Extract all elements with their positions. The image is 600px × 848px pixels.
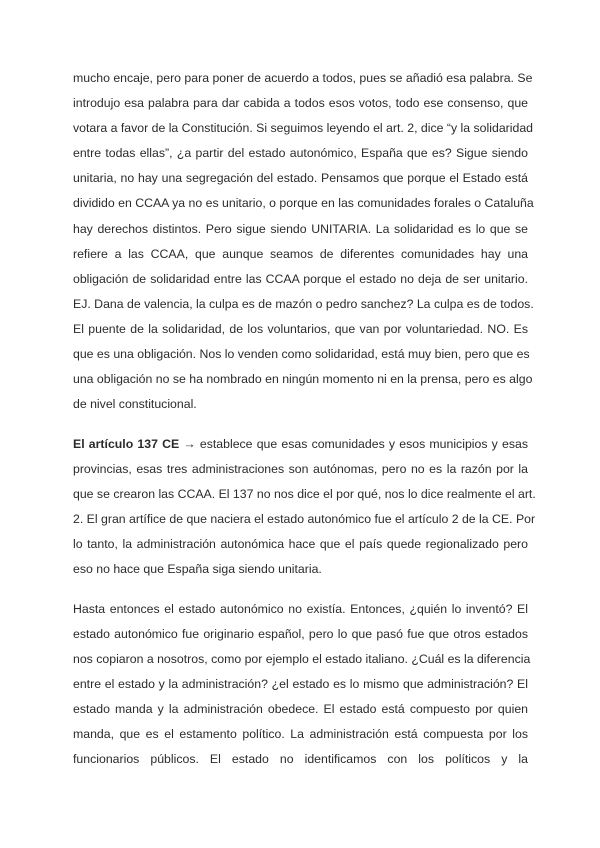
text-line: 2. El gran artífice de que naciera el estado autonómico fue el artículo 2 de la CE. Por [73,512,536,527]
text-line: entre todas ellas”, ¿a partir del estado autonómico, España que es? Sigue siendo [73,146,528,161]
text-line: El puente de la solidaridad, de los voluntarios, que van por voluntariedad. NO. Es [73,321,528,336]
text-line: entre el estado y la administración? ¿el estado es lo mismo que administración? El [73,677,528,692]
text-line: unitaria, no hay una segregación del estado. Pensamos que porque el Estado está [73,171,528,186]
text-line: mucho encaje, pero para poner de acuerdo a todos, pues se añadió esa palabra. Se [73,71,533,85]
document-body [73,66,536,787]
text-line: refiere a las CCAA, que aunque seamos de diferentes comunidades hay una [73,246,528,261]
text-line: provincias, esas tres administraciones son autónomas, pero no es la razón por la [73,461,528,476]
text-line: introdujo esa palabra para dar cabida a todos esos votos, todo ese consenso, que [73,96,528,111]
article-heading: El artículo 137 CE [73,436,180,451]
text-line: estado manda y la administración obedece. El estado está compuesto por quien [73,702,528,717]
paragraph-solidaridad [73,66,534,417]
text-line: votara a favor de la Constitución. Si seguimos leyendo el art. 2, dice “y la solidaridad [73,121,534,136]
text-line: una obligación no se ha nombrado en ningún momento ni en la prensa, pero es algo [73,372,533,387]
text-line: hay derechos distintos. Pero sigue siendo UNITARIA. La solidaridad es lo que se [73,221,528,236]
text-line: funcionarios públicos. El estado no identificamos con los políticos y la [73,752,528,767]
text-line: obligación de solidaridad entre las CCAA porque el estado no deja de ser unitario. [73,271,528,286]
text-line: de nivel constitucional. [73,397,197,412]
text-line: Hasta entonces el estado autonómico no existía. Entonces, ¿quién lo inventó? El [73,601,528,616]
text-line: eso no hace que España siga siendo unitaria. [73,562,322,577]
text-line: que es una obligación. Nos lo venden como solidaridad, está muy bien, pero que es [73,347,530,362]
text-line: estado autonómico fue originario español, pero lo que pasó fue que otros estados [73,626,528,641]
text-run: → establece que esas comunidades y esos municipios y esas [179,436,528,451]
text-line: dividido en CCAA ya no es unitario, o porque en las comunidades forales o Cataluña [73,196,534,211]
text-line: lo tanto, la administración autonómica hace que el país quede regionalizado pero [73,537,528,552]
text-line: nos copiaron a nosotros, como por ejemplo el estado italiano. ¿Cuál es la diferencia [73,652,531,667]
paragraph-articulo-137 [73,432,536,583]
text-line: manda, que es el estamento político. La administración está compuesta por los [73,727,528,742]
text-line: que se crearon las CCAA. El 137 no nos dice el por qué, nos lo dice realmente el art. [73,487,536,501]
text-line [73,432,528,457]
paragraph-estado-autonomico [73,597,531,773]
text-line: EJ. Dana de valencia, la culpa es de mazón o pedro sanchez? La culpa es de todos. [73,296,534,311]
